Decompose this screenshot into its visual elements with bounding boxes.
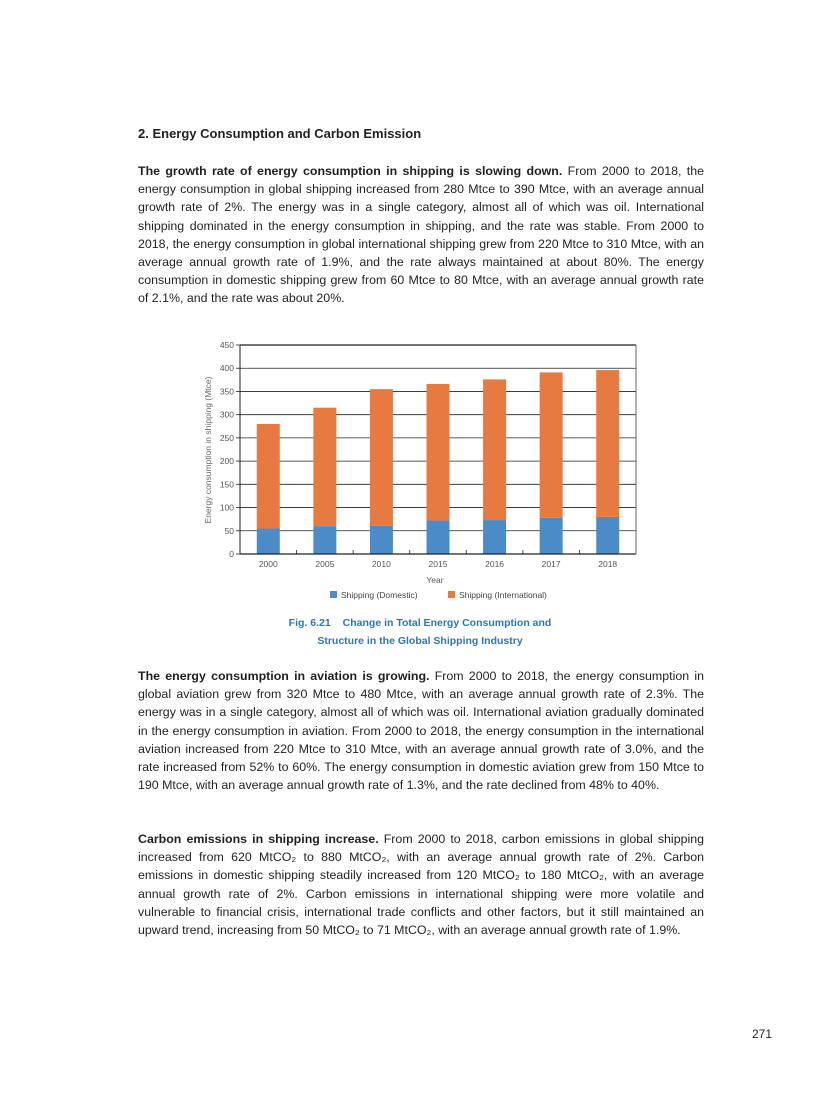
- bar-international-2016: [483, 379, 506, 520]
- bar-international-2017: [540, 372, 563, 517]
- section-heading: 2. Energy Consumption and Carbon Emission: [138, 126, 422, 141]
- x-tick-label: 2010: [371, 559, 391, 569]
- y-tick-label: 300: [219, 409, 234, 420]
- legend-label: Shipping (International): [459, 590, 547, 600]
- caption-line-1: Change in Total Energy Consumption and: [342, 617, 552, 629]
- bar-international-2005: [313, 408, 336, 526]
- y-tick-label: 50: [224, 525, 234, 536]
- x-axis-label: Year: [426, 575, 444, 585]
- y-tick-label: 0: [229, 549, 234, 559]
- bars: [257, 370, 619, 554]
- figure-caption: [200, 614, 640, 650]
- bar-domestic-2005: [313, 526, 336, 554]
- paragraph-shipping-energy: [138, 162, 704, 308]
- shipping-energy-chart: [196, 335, 656, 610]
- bar-international-2000: [257, 424, 280, 529]
- paragraph-lead: The growth rate of energy consumption in shipping is slowing down.: [138, 164, 563, 178]
- paragraph-body: From 2000 to 2018, the energy consumption in global shipping increased from 280 Mtce to 390 Mtce, with an average annual growth rate of 2%. The energy was in a single category, almost all of which was oil. International shipping dominated in the energy consumption in shipping, and the rate was stable. From 2000 to 2018, the energy consumption in global international shipping grew from 220 Mtce to 310 Mtce, with an average annual growth rate of 1.9%, and the rate always maintained at about 80%. The energy consumption in domestic shipping grew from 60 Mtce to 80 Mtce, with an average annual growth rate of 2.1%, and the rate was about 20%.: [138, 164, 704, 306]
- paragraph-lead: The energy consumption in aviation is growing.: [138, 669, 430, 683]
- legend-swatch-domestic: [330, 591, 337, 598]
- paragraph-lead: Carbon emissions in shipping increase.: [138, 832, 379, 846]
- bar-international-2015: [427, 384, 450, 521]
- y-axis-label: Energy consumption in shipping (Mtce): [203, 376, 213, 524]
- legend-item: [448, 590, 547, 600]
- x-tick-label: 2015: [428, 559, 448, 569]
- bar-domestic-2010: [370, 526, 393, 554]
- x-tick-label: 2017: [541, 559, 561, 569]
- y-tick-label: 250: [219, 432, 234, 443]
- y-tick-label: 400: [219, 363, 234, 374]
- caption-line-2: Structure in the Global Shipping Industry: [317, 635, 523, 647]
- x-tick-label: 2005: [315, 559, 335, 569]
- y-tick-label: 100: [219, 502, 234, 513]
- y-tick-label: 350: [219, 386, 234, 397]
- paragraph-shipping-carbon: [138, 830, 704, 939]
- bar-international-2010: [370, 389, 393, 526]
- legend: [330, 590, 547, 600]
- paragraph-body: From 2000 to 2018, carbon emissions in global shipping increased from 620 MtCO₂ to 880 MtCO₂, with an average annual growth rate of 2%. Carbon emissions in domestic shipping steadily increased from 120 MtCO₂ to 180 MtCO₂, with an average annual growth rate of 2%. Carbon emissions in international shipping were more volatile and vulnerable to financial crisis, international trade conflicts and other factors, but it still maintained an upward trend, increasing from 50 MtCO₂ to 71 MtCO₂, with an average annual growth rate of 1.9%.: [138, 832, 705, 938]
- paragraph-body: From 2000 to 2018, the energy consumption in global aviation grew from 320 Mtce to 480 Mtce, with an average annual growth rate of 2.3%. The energy was in a single category, almost all of which was oil. International aviation gradually dominated in the energy consumption in aviation. From 2000 to 2018, the energy consumption in the international aviation increased from 220 Mtce to 310 Mtce, with an average annual growth rate of 3.0%, and the rate increased from 52% to 60%. The energy consumption in domestic aviation grew from 150 Mtce to 190 Mtce, with an average annual growth rate of 1.3%, and the rate declined from 48% to 40%.: [138, 669, 704, 793]
- y-tick-label: 450: [219, 340, 234, 350]
- legend-swatch-international: [448, 591, 455, 598]
- bar-domestic-2016: [483, 520, 506, 554]
- x-tick-label: 2000: [258, 559, 278, 569]
- y-tick-label: 200: [219, 456, 234, 467]
- y-tick-labels: [220, 340, 234, 559]
- bar-international-2018: [596, 370, 619, 517]
- bar-domestic-2015: [427, 521, 450, 554]
- y-tick-label: 150: [219, 479, 234, 490]
- stacked-bar-chart: [196, 335, 656, 610]
- bar-domestic-2018: [596, 517, 619, 554]
- bar-domestic-2000: [257, 528, 280, 554]
- bar-domestic-2017: [540, 518, 563, 554]
- paragraph-aviation-energy: [138, 667, 704, 794]
- x-tick-labels: [259, 559, 618, 569]
- figure-number: Fig. 6.21: [288, 617, 331, 629]
- legend-item: [330, 590, 418, 600]
- legend-label: Shipping (Domestic): [341, 590, 418, 600]
- page-number: 271: [752, 1027, 773, 1041]
- x-tick-label: 2016: [485, 559, 505, 569]
- x-tick-label: 2018: [598, 559, 618, 569]
